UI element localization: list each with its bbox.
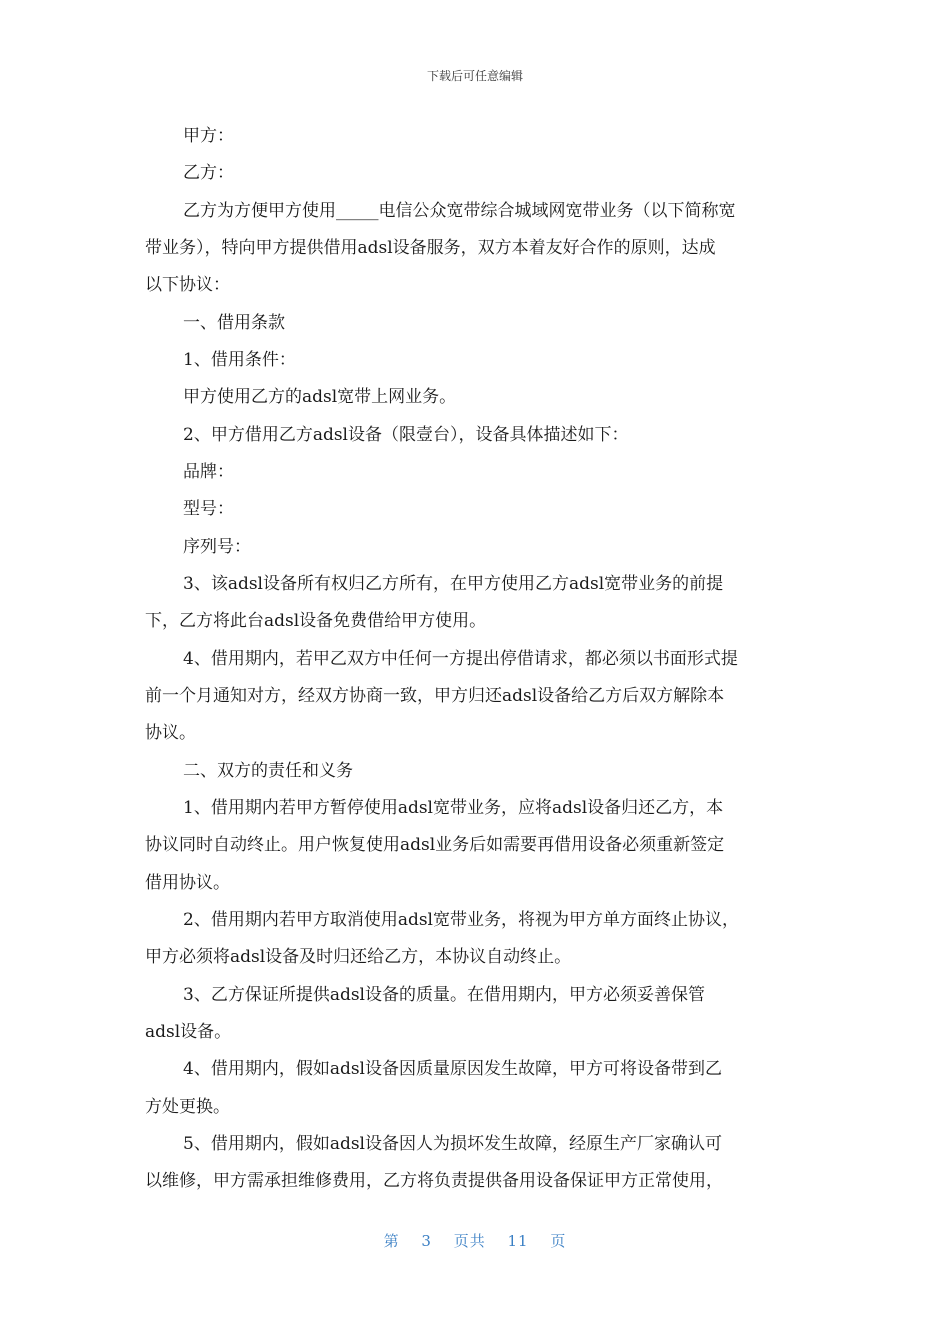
document-line: 借用协议。 — [145, 873, 230, 893]
document-line: 协议。 — [145, 723, 196, 743]
document-line: 2、借用期内若甲方取消使用adsl宽带业务，将视为甲方单方面终止协议， — [183, 910, 739, 930]
document-line: 1、借用条件： — [183, 350, 296, 370]
document-line: 3、乙方保证所提供adsl设备的质量。在借用期内，甲方必须妥善保管 — [183, 985, 705, 1005]
document-line: 甲方使用乙方的adsl宽带上网业务。 — [183, 387, 457, 407]
document-line: 一、借用条款 — [183, 313, 285, 333]
document-line: 乙方： — [183, 163, 234, 183]
document-line: 2、甲方借用乙方adsl设备（限壹台），设备具体描述如下： — [183, 425, 629, 445]
current-page-number: 3 — [421, 1232, 432, 1250]
document-line: 带业务），特向甲方提供借用adsl设备服务，双方本着友好合作的原则，达成 — [145, 238, 716, 258]
document-line: 方处更换。 — [145, 1097, 230, 1117]
document-line: adsl设备。 — [145, 1022, 232, 1042]
page-label-mid: 页共 — [453, 1232, 486, 1250]
document-line: 型号： — [183, 499, 234, 519]
page-label-suffix: 页 — [550, 1232, 567, 1250]
document-line: 序列号： — [183, 537, 251, 557]
page-footer — [0, 1230, 950, 1251]
document-line: 甲方： — [183, 126, 234, 146]
page-header: 下载后可任意编辑 — [426, 69, 523, 83]
document-line: 甲方必须将adsl设备及时归还给乙方，本协议自动终止。 — [145, 947, 572, 967]
document-line: 1、借用期内若甲方暂停使用adsl宽带业务，应将adsl设备归还乙方，本 — [183, 798, 724, 818]
document-line: 4、借用期内，若甲乙双方中任何一方提出停借请求，都必须以书面形式提 — [183, 649, 738, 669]
document-line: 5、借用期内，假如adsl设备因人为损坏发生故障，经原生产厂家确认可 — [183, 1134, 722, 1154]
document-line: 4、借用期内，假如adsl设备因质量原因发生故障，甲方可将设备带到乙 — [183, 1059, 722, 1079]
total-page-count: 11 — [507, 1232, 529, 1250]
document-line: 前一个月通知对方，经双方协商一致，甲方归还adsl设备给乙方后双方解除本 — [145, 686, 725, 706]
document-line: 以维修，甲方需承担维修费用，乙方将负责提供备用设备保证甲方正常使用， — [145, 1171, 723, 1191]
document-line: 3、该adsl设备所有权归乙方所有，在甲方使用乙方adsl宽带业务的前提 — [183, 574, 724, 594]
document-line: 协议同时自动终止。用户恢复使用adsl业务后如需要再借用设备必须重新签定 — [145, 835, 725, 855]
document-line: 乙方为方便甲方使用_____电信公众宽带综合城域网宽带业务（以下简称宽 — [183, 201, 736, 221]
document-line: 品牌： — [183, 462, 234, 482]
page-label-prefix: 第 — [383, 1232, 400, 1250]
document-line: 二、双方的责任和义务 — [183, 761, 353, 781]
document-line: 下，乙方将此台adsl设备免费借给甲方使用。 — [145, 611, 487, 631]
document-line: 以下协议： — [145, 275, 230, 295]
